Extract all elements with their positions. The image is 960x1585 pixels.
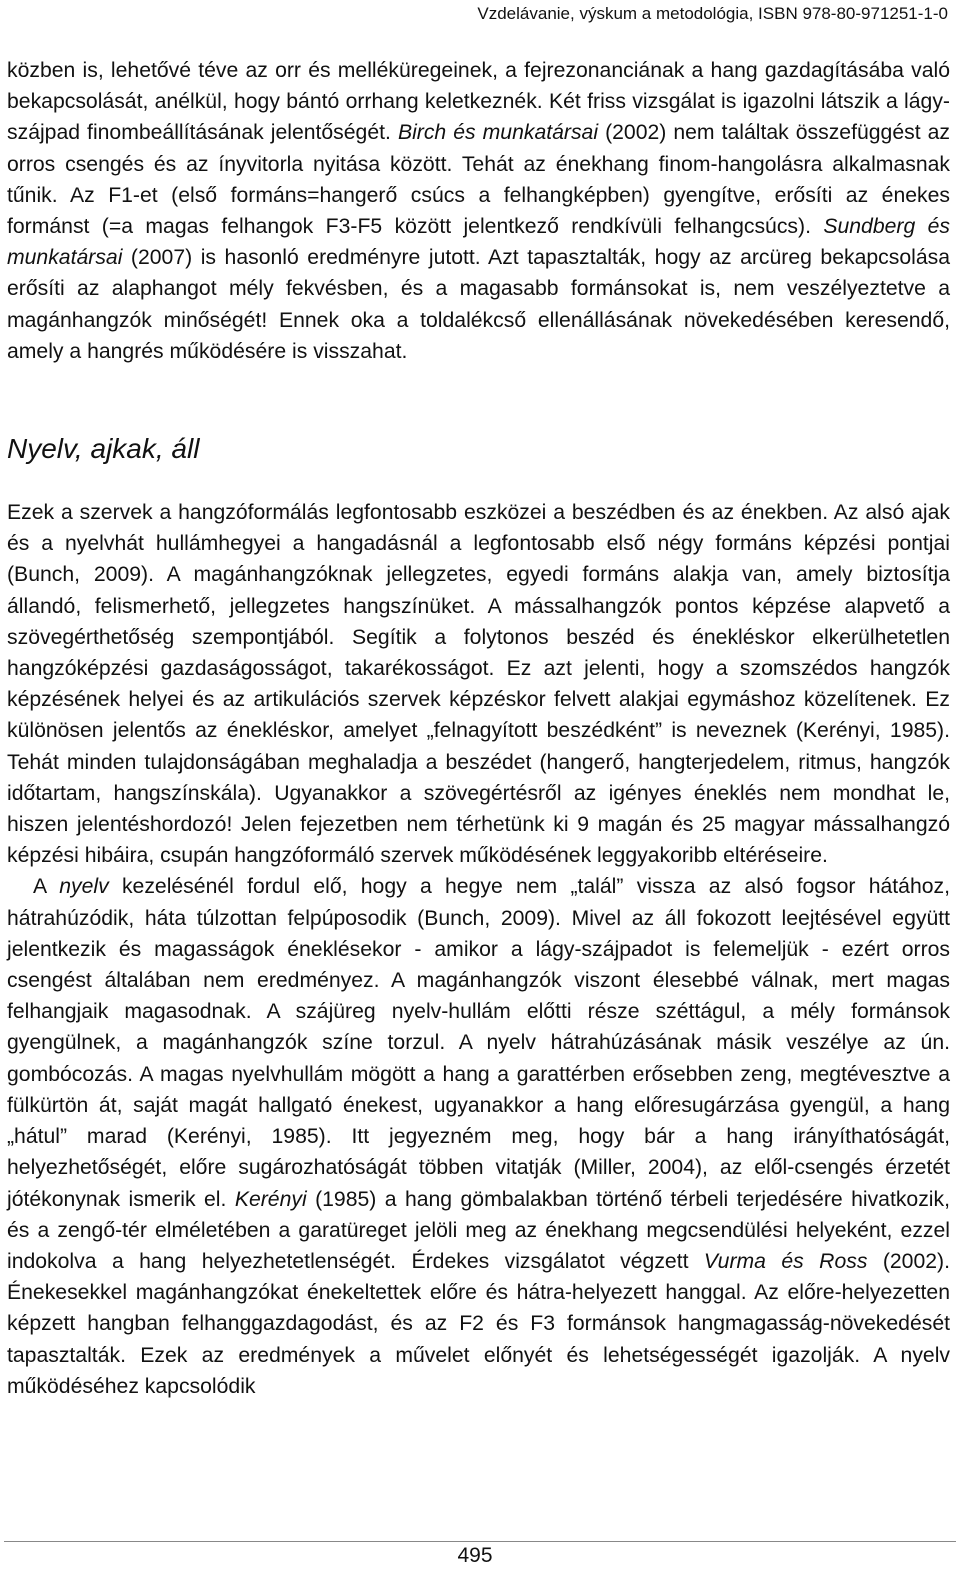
text-run: közben is, lehetővé téve az orr és melléküregeinek, a fejrezonanciának a hang gazdagításába való bekapcsolását, anélkül, hogy bántó orrhang keletkeznék. Két friss vizsgálat is igazolni látszik a lágy-szájpad finombeállításának jelentőségét. (7, 59, 950, 145)
paragraph-resonance (7, 55, 950, 367)
footer-divider (4, 1541, 956, 1542)
text-run: (2002). Énekesekkel magánhangzókat énekeltettek előre és hátra-helyezett hanggal. Az előre-helyezetten képzett hangban felhanggazdagodást, és az F2 és F3 formánsok hangmagasság-növekedését tapasztalták. Ezek az eredmények a művelet előnyét és lehetségességét igazolják. A nyelv működéséhez kapcsolódik (7, 1249, 950, 1398)
text-run: (2007) is hasonló eredményre jutott. Azt tapasztalták, hogy az arcüreg bekapcsolása erősíti az alaphangot mély fekvésben, és a magasabb formánsokat is, nem veszélyeztetve a magánhangzók minőségét! Ennek oka a toldalékcső ellenállásának növekedésében keresendő, amely a hangrés működésére is visszahat. (7, 246, 950, 363)
paragraph-tongue (7, 871, 950, 1401)
text-run: (1985) a hang gömbalakban történő térbeli terjedésére hivatkozik, és a zengő-tér elméletében a garatüreget jelöli meg az énekhang megcsendülési helyeként, ezzel indokolva a hang helyezhetetlenségét. Érdekes vizsgálatot végzett (7, 1187, 950, 1273)
italic-text-run: Kerényi (234, 1187, 307, 1211)
italic-text-run: nyelv (59, 875, 109, 899)
text-run: kezelésénél fordul elő, hogy a hegye nem „talál” vissza az alsó fogsor hátához, hátrahúzódik, háta túlzottan felpúposodik (Bunch, 2009). Mivel az áll fokozott leejtésével együtt jelentkezik és magasságok éneklésekor - amikor a lágy-szájpadot is felemeljük - ezért orros csengést általában nem eredményez. A magánhangzók viszont élesebbé válnak, mert magas felhangjaik magasodnak. A szájüreg nyelv-hullám előtti része széttágul, a mély formánsok gyengülnek, a magánhangzók színe torzul. A nyelv hátrahúzásának másik veszélye az ún. gombócozás. A magas nyelvhullám mögött a hang a garattérben erősebben zeng, megtévesztve a fülkürtön át, saját magát hallgató énekest, ugyanakkor a hang előresugárzása gyengül, a hang „hátul” marad (Kerényi, 1985). Itt jegyezném meg, hogy bár a hang irányíthatóságát, helyezhetőségét, előre sugározhatóságát többen vitatják (Miller, 2004), az elől-csengés érzetét jótékonynak ismerik el. (7, 875, 950, 1211)
italic-text-run: Vurma és Ross (703, 1249, 868, 1273)
text-run: Ezek a szervek a hangzóformálás legfontosabb eszközei a beszédben és az énekben. Az alsó ajak és a nyelvhát hullámhegyei a hangadásnál a legfontosabb első négy formáns képzési pontjai (Bunch, 2009). A magánhangzóknak jellegzetes, egyedi formáns alakja van, amely biztosítja állandó, felismerhető, jellegzetes hangszínüket. A mássalhangzók pontos képzése alapvető a szövegérthetőség szempontjából. Segítik a folytonos beszéd és énekléskor elkerülhetetlen hangzóképzési gazdaságosságot, takarékosságot. Ez azt jelenti, hogy a szomszédos hangzók képzésének helyei és az artikulációs szervek képzéskor felvett alakjai egymáshoz közelítenek. Ez különösen jelentős az énekléskor, amelyet „felnagyított beszédként” is neveznek (Kerényi, 1985). Tehát minden tulajdonságában meghaladja a beszédet (hangerő, hangterjedelem, ritmus, hangzók időtartam, hangszínskála). Ugyanakkor a szövegértésről az igényes éneklés nem mondhat le, hiszen jelentéshordozó! Jelen fejezetben nem térhetünk ki 9 magán és 25 magyar mássalhangzó képzési hibáira, csupán hangzóformáló szervek működésének leggyakoribb eltéréseire. (7, 501, 950, 868)
running-header: Vzdelávanie, výskum a metodológia, ISBN 978-80-971251-1-0 (477, 4, 948, 23)
paragraph-articulators (7, 497, 950, 871)
page-content (7, 55, 950, 1402)
italic-text-run: Sundberg és munkatársai (7, 215, 950, 270)
text-run: (2002) nem találtak összefüggést az orros csengés és az ínyvitorla nyitása között. Tehát az énekhang finom-hangolásra alkalmasnak tűnik. Az F1-et (első formáns=hangerő csúcs a felhangképben) gyengítve, erősíti az énekes formánst (=a magas felhangok F3-F5 között jelentkező rendkívüli felhangcsúcs). (7, 121, 950, 239)
section-heading: Nyelv, ajkak, áll (7, 433, 200, 465)
text-run: A (33, 875, 60, 899)
italic-text-run: Birch és munkatársai (397, 121, 599, 145)
page-number: 495 (457, 1544, 493, 1567)
